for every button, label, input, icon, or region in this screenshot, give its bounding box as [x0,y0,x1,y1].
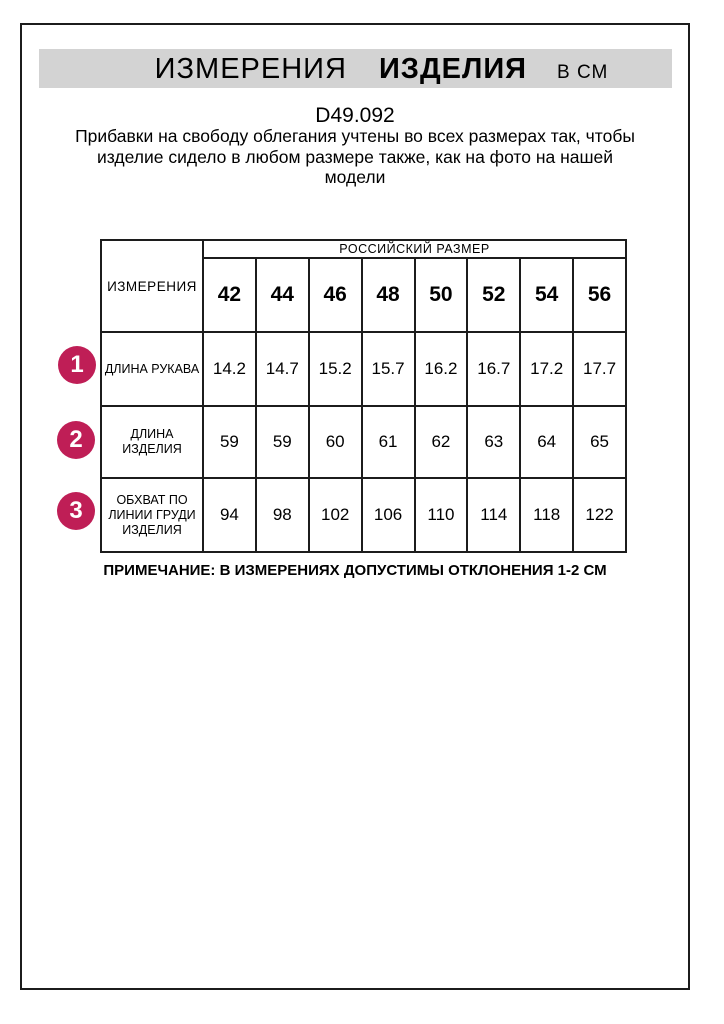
page-border-frame [20,23,690,990]
row-label-line: ИЗДЕЛИЯ [122,442,182,456]
row-label-chest-girth [101,478,203,552]
row-label-line: ДЛИНА [130,427,174,441]
value-cell: 122 [573,478,626,552]
description-line-2: изделие сидело в любом размере также, как на фото на нашей [96,146,614,167]
row-label-line: ИЗДЕЛИЯ [122,522,182,537]
value-cell: 15.7 [362,332,415,406]
value-cell: 15.2 [309,332,362,406]
value-cell: 16.7 [467,332,520,406]
value-cell: 94 [203,478,256,552]
row-label-line: ЛИНИИ ГРУДИ [108,507,196,522]
value-cell: 17.2 [520,332,573,406]
size-col-header: 50 [415,258,468,332]
value-cell: 17.7 [573,332,626,406]
row-number-badge-2: 2 [57,421,95,459]
size-col-header: 42 [203,258,256,332]
table-row-sleeve-length [101,332,626,406]
size-col-header: 54 [520,258,573,332]
title-unit-cm: В СМ [557,62,609,83]
size-col-header: 48 [362,258,415,332]
value-cell: 118 [520,478,573,552]
russian-size-group-header: РОССИЙСКИЙ РАЗМЕР [203,240,626,258]
value-cell: 106 [362,478,415,552]
size-col-header: 46 [309,258,362,332]
value-cell: 59 [256,406,309,478]
value-cell: 65 [573,406,626,478]
note-text: ПРИМЕЧАНИЕ: В ИЗМЕРЕНИЯХ ДОПУСТИМЫ ОТКЛОНЕНИЯ 1-2 СМ [103,562,607,579]
size-col-header: 56 [573,258,626,332]
title-product: ИЗДЕЛИЯ [378,53,528,85]
title-measurements: ИЗМЕРЕНИЯ [154,53,347,85]
table-row-chest-girth [101,478,626,552]
description-line-1: Прибавки на свободу облегания учтены во всех размерах так, чтобы [75,126,635,146]
model-code: D49.092 [315,104,395,127]
value-cell: 114 [467,478,520,552]
size-table [100,239,627,553]
value-cell: 102 [309,478,362,552]
value-cell: 110 [415,478,468,552]
row-label-line: ОБХВАТ ПО [116,492,188,507]
description-line-3: модели [324,167,386,187]
value-cell: 59 [203,406,256,478]
description-text [42,126,668,188]
value-cell: 64 [520,406,573,478]
title-bar [39,49,672,88]
value-cell: 62 [415,406,468,478]
row-label-line: ДЛИНА РУКАВА [104,361,200,376]
value-cell: 16.2 [415,332,468,406]
size-col-header: 52 [467,258,520,332]
size-col-header: 44 [256,258,309,332]
value-cell: 63 [467,406,520,478]
table-row-product-length [101,406,626,478]
value-cell: 60 [309,406,362,478]
value-cell: 14.2 [203,332,256,406]
table-group-header-row [101,240,626,258]
row-label-product-length [101,406,203,478]
row-number-badge-1: 1 [58,346,96,384]
measurements-column-header: ИЗМЕРЕНИЯ [101,240,203,332]
value-cell: 98 [256,478,309,552]
row-label-sleeve-length [101,332,203,406]
value-cell: 14.7 [256,332,309,406]
row-number-badge-3: 3 [57,492,95,530]
value-cell: 61 [362,406,415,478]
